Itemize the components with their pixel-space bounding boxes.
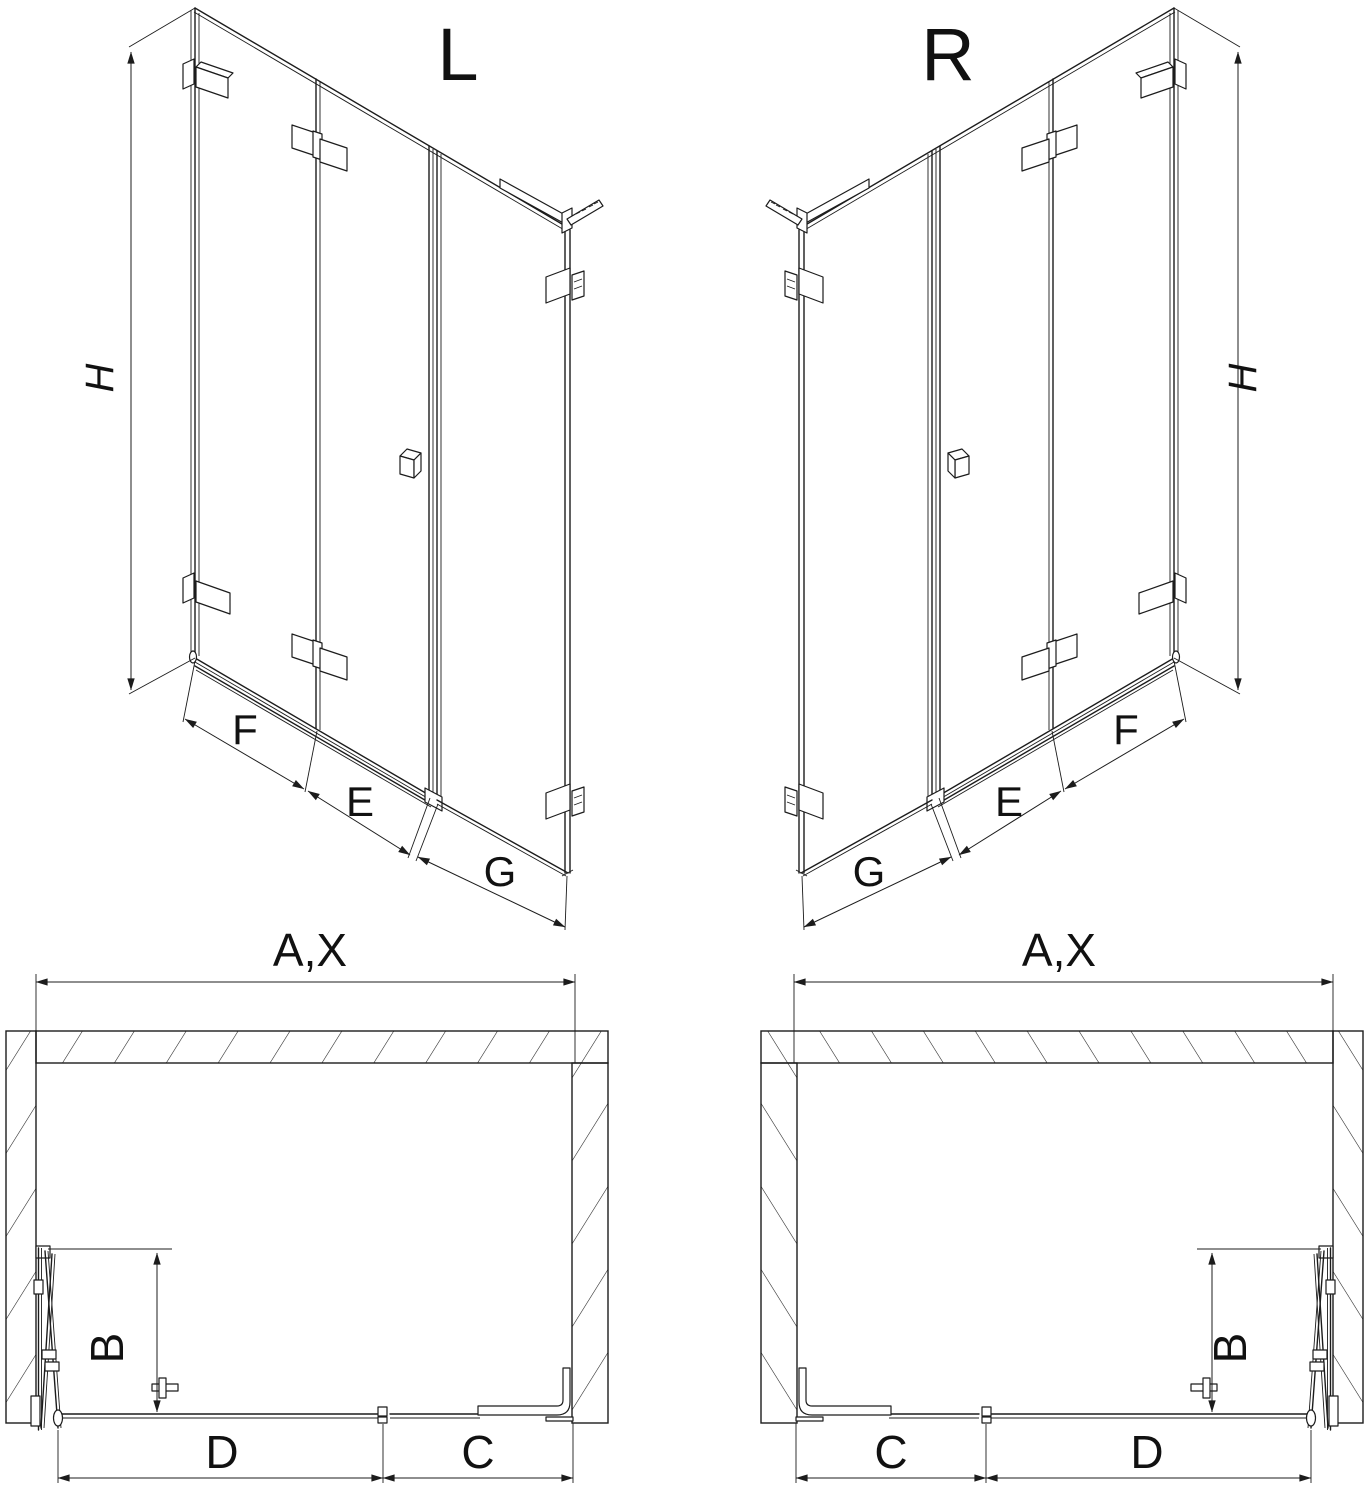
dim-label-ax-right: A,X: [1021, 924, 1097, 976]
dim-label-ax-left: A,X: [272, 924, 348, 976]
dim-label-height-left: H: [78, 363, 122, 393]
dim-label-f-left: F: [232, 706, 258, 753]
dim-label-e-left: E: [345, 778, 375, 825]
variant-label-left: L: [437, 13, 479, 96]
dim-label-d-right: D: [1130, 1426, 1164, 1478]
dim-label-g-right: G: [852, 848, 886, 895]
dim-label-f-right: F: [1113, 706, 1139, 753]
dim-label-height-right: H: [1221, 363, 1265, 393]
dim-label-g-left: G: [483, 848, 517, 895]
dim-label-e-right: E: [994, 778, 1024, 825]
dim-label-b-left: B: [81, 1332, 133, 1364]
dim-label-d-left: D: [205, 1426, 239, 1478]
dim-label-b-right: B: [1204, 1332, 1256, 1364]
dim-label-c-left: C: [461, 1426, 495, 1478]
variant-label-right: R: [921, 13, 975, 96]
dim-label-c-right: C: [874, 1426, 908, 1478]
